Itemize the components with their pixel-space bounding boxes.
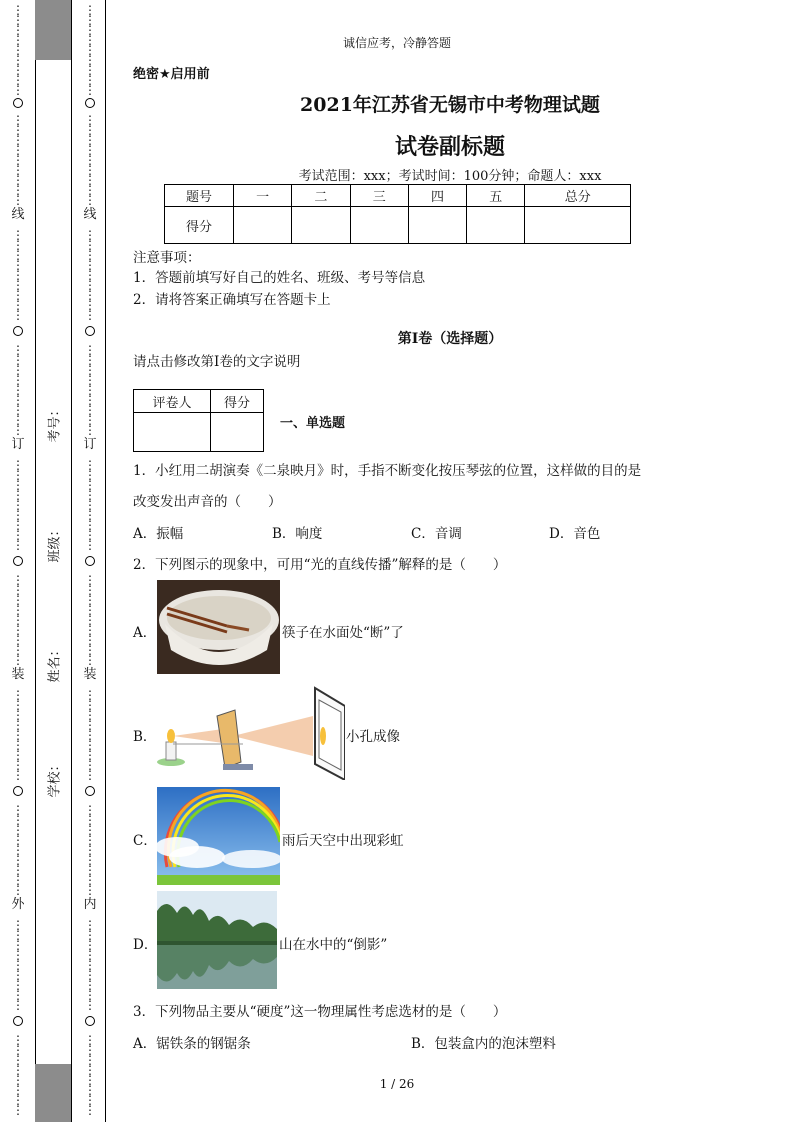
binding-char-xian-inner: 线 xyxy=(83,207,97,222)
circle-mark xyxy=(13,556,23,566)
binding-char-zhuang-inner: 装 xyxy=(83,667,97,682)
dotted-line: ⋮ ⋮ ⋮ ⋮ ⋮ ⋮ ⋮ ⋮ ⋮ xyxy=(84,460,96,550)
question-3-stem: 3．下列物品主要从“硬度”这一物理属性考虑选材的是（ ） xyxy=(133,1004,507,1020)
q2-option-b-letter[interactable]: B． xyxy=(133,729,157,745)
score-header-cell: 二 xyxy=(292,185,350,207)
score-header-cell: 总分 xyxy=(525,185,631,207)
score-input-cell[interactable] xyxy=(350,207,408,244)
dotted-line: ⋮ ⋮ ⋮ ⋮ ⋮ ⋮ ⋮ ⋮ ⋮ xyxy=(84,920,96,1010)
field-exam-number: 考号： xyxy=(47,403,63,443)
binding-gray-top xyxy=(35,0,71,60)
dotted-line: ⋮ ⋮ ⋮ ⋮ ⋮ ⋮ ⋮ ⋮ ⋮ xyxy=(12,230,24,320)
binding-char-zhuang: 装 xyxy=(11,667,25,682)
pinhole-imaging-image xyxy=(155,686,345,780)
score-input-cell[interactable] xyxy=(525,207,631,244)
binding-char-ding-inner: 订 xyxy=(83,437,97,452)
dotted-line: ⋮ ⋮ ⋮ ⋮ ⋮ ⋮ ⋮ ⋮ ⋮ xyxy=(12,690,24,780)
q3-option-a[interactable]: A．锯铁条的钢锯条 xyxy=(133,1036,251,1052)
q2-option-b-caption: 小孔成像 xyxy=(346,729,400,745)
page-title: 2021年江苏省无锡市中考物理试题 xyxy=(300,94,600,116)
dotted-line: ⋮ ⋮ ⋮ ⋮ ⋮ ⋮ ⋮ ⋮ ⋮ xyxy=(84,805,96,895)
question-1-stem: 1．小红用二胡演奏《二泉映月》时，手指不断变化按压琴弦的位置，这样做的目的是 xyxy=(133,463,642,479)
score-header-cell: 四 xyxy=(408,185,466,207)
grader-table xyxy=(133,389,264,452)
dotted-line: ⋮ ⋮ ⋮ ⋮ ⋮ ⋮ ⋮ ⋮ ⋮ xyxy=(84,575,96,665)
dotted-line: ⋮ ⋮ ⋮ ⋮ ⋮ ⋮ ⋮ ⋮ ⋮ xyxy=(12,345,24,435)
circle-mark xyxy=(13,98,23,108)
circle-mark xyxy=(13,326,23,336)
dotted-line: ⋮ ⋮ ⋮ ⋮ ⋮ ⋮ ⋮ ⋮ ⋮ xyxy=(84,690,96,780)
grader-header: 得分 xyxy=(210,390,263,413)
binding-gray-bottom xyxy=(35,1064,71,1122)
notes-item: 1．答题前填写好自己的姓名、班级、考号等信息 xyxy=(133,270,426,286)
dotted-line: ⋮ ⋮ ⋮ ⋮ ⋮ ⋮ ⋮ ⋮ xyxy=(84,1035,96,1115)
q3-option-b[interactable]: B．包装盒内的泡沫塑料 xyxy=(411,1036,556,1052)
q2-option-a-caption: 筷子在水面处“断”了 xyxy=(282,625,404,641)
notes-item: 2．请将答案正确填写在答题卡上 xyxy=(133,292,331,308)
section-description: 请点击修改第I卷的文字说明 xyxy=(133,354,301,370)
mountain-reflection-image xyxy=(157,891,277,989)
binding-char-xian: 线 xyxy=(11,207,25,222)
exam-info: 考试范围：xxx；考试时间：100分钟；命题人：xxx xyxy=(298,169,602,184)
score-input-cell[interactable] xyxy=(467,207,525,244)
score-header-cell: 题号 xyxy=(165,185,234,207)
q2-option-d-letter[interactable]: D． xyxy=(133,937,158,953)
field-school: 学校： xyxy=(47,758,63,798)
chopsticks-in-bowl-image xyxy=(157,580,280,674)
score-header-cell: 三 xyxy=(350,185,408,207)
binding-char-wai: 外 xyxy=(11,897,25,912)
q1-option-b[interactable]: B．响度 xyxy=(272,526,323,542)
page-number: 1 / 26 xyxy=(379,1077,415,1091)
field-class: 班级： xyxy=(47,523,63,563)
page-header: 诚信应考，冷静答题 xyxy=(342,36,451,50)
q2-option-c-caption: 雨后天空中出现彩虹 xyxy=(282,833,404,849)
q1-option-a[interactable]: A．振幅 xyxy=(133,526,184,542)
score-table xyxy=(164,184,631,244)
score-header-cell: 五 xyxy=(467,185,525,207)
dotted-line: ⋮ ⋮ ⋮ ⋮ ⋮ ⋮ ⋮ ⋮ xyxy=(12,1035,24,1115)
question-2-stem: 2．下列图示的现象中，可用“光的直线传播”解释的是（ ） xyxy=(133,557,507,573)
dotted-line: ⋮ ⋮ ⋮ ⋮ ⋮ ⋮ ⋮ ⋮ ⋮ xyxy=(12,5,24,95)
circle-mark xyxy=(13,786,23,796)
score-label-cell: 得分 xyxy=(165,207,234,244)
question-1-stem-cont: 改变发出声音的（ ） xyxy=(133,494,282,510)
circle-mark xyxy=(85,1016,95,1026)
dotted-line: ⋮ ⋮ ⋮ ⋮ ⋮ ⋮ ⋮ ⋮ ⋮ xyxy=(12,575,24,665)
q1-option-d[interactable]: D．音色 xyxy=(549,526,601,542)
grader-header: 评卷人 xyxy=(134,390,211,413)
q1-option-c[interactable]: C．音调 xyxy=(411,526,462,542)
secret-label: 绝密★启用前 xyxy=(133,67,210,82)
q2-option-c-letter[interactable]: C． xyxy=(133,833,157,849)
rainbow-image xyxy=(157,787,280,885)
binding-line xyxy=(35,0,36,1122)
circle-mark xyxy=(85,556,95,566)
circle-mark xyxy=(13,1016,23,1026)
dotted-line: ⋮ ⋮ ⋮ ⋮ ⋮ ⋮ ⋮ ⋮ ⋮ xyxy=(12,920,24,1010)
binding-char-nei: 内 xyxy=(83,897,97,912)
score-input-cell[interactable] xyxy=(292,207,350,244)
dotted-line: ⋮ ⋮ ⋮ ⋮ ⋮ ⋮ ⋮ ⋮ ⋮ xyxy=(84,115,96,205)
circle-mark xyxy=(85,98,95,108)
page-subtitle: 试卷副标题 xyxy=(394,135,505,160)
grader-input-cell[interactable] xyxy=(210,413,263,452)
score-input-cell[interactable] xyxy=(408,207,466,244)
dotted-line: ⋮ ⋮ ⋮ ⋮ ⋮ ⋮ ⋮ ⋮ ⋮ xyxy=(12,460,24,550)
dotted-line: ⋮ ⋮ ⋮ ⋮ ⋮ ⋮ ⋮ ⋮ ⋮ xyxy=(84,345,96,435)
notes-heading: 注意事项： xyxy=(133,250,201,266)
circle-mark xyxy=(85,786,95,796)
q2-option-d-caption: 山在水中的“倒影” xyxy=(279,937,388,953)
dotted-line: ⋮ ⋮ ⋮ ⋮ ⋮ ⋮ ⋮ ⋮ ⋮ xyxy=(12,805,24,895)
grader-input-cell[interactable] xyxy=(134,413,211,452)
q2-option-a-letter[interactable]: A． xyxy=(133,625,157,641)
binding-char-ding: 订 xyxy=(11,437,25,452)
section-title: 第I卷（选择题） xyxy=(397,331,503,347)
circle-mark xyxy=(85,326,95,336)
field-name: 姓名： xyxy=(47,643,63,683)
dotted-line: ⋮ ⋮ ⋮ ⋮ ⋮ ⋮ ⋮ ⋮ ⋮ xyxy=(84,230,96,320)
dotted-line: ⋮ ⋮ ⋮ ⋮ ⋮ ⋮ ⋮ ⋮ ⋮ xyxy=(12,115,24,205)
score-header-cell: 一 xyxy=(234,185,292,207)
part-title: 一、单选题 xyxy=(280,416,346,431)
binding-line xyxy=(71,0,72,1122)
score-input-cell[interactable] xyxy=(234,207,292,244)
dotted-line: ⋮ ⋮ ⋮ ⋮ ⋮ ⋮ ⋮ ⋮ ⋮ xyxy=(84,5,96,95)
